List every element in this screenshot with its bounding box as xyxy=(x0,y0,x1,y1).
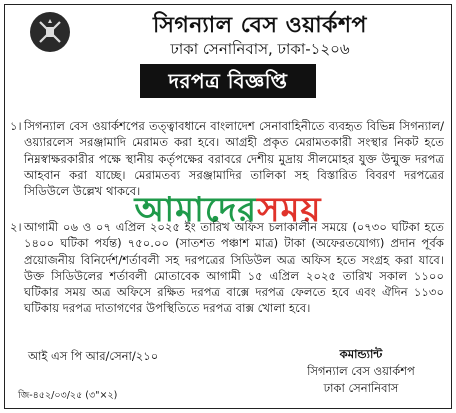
paragraph-number: ২। xyxy=(10,220,22,234)
notice-banner: দরপত্র বিজ্ঞপ্তি xyxy=(140,64,316,98)
reference-number: আই এস পি আর/সেনা/২১০ xyxy=(28,349,159,363)
paragraph-text: আগামী ০৬ ও ০৭ এপ্রিল ২০২৫ ইং তারিখ অফিস চলাকালীন সময়ে (০৭৩০ ঘটিকা হতে ১৪০০ ঘটিকা পর্যন্ত) ৭৫০.০০ (সাতশত পঞ্চাশ মাত্র) টাকা (অফেরতযোগ্য) প্রদান পূর্বক প্রয়োজনীয় বিনির্দেশ/শর্তাবলী সহ দরপত্রের সিডিউল অত্র অফিস হতে সংগ্রহ করা যাবে। উক্ত সিডিউলের শর্তাবলী মোতাবেক আগামী ১৫ এপ্রিল ২০২৫ তারিখ সকাল ১১০০ ঘটিকার সময় অত্র অফিসে রক্ষিত দরপত্র বাক্সে দরপত্র ফেলতে হবে এবং ঐদিন ১১৩০ ঘটিকায় দরপত্র দাতাগণের উপস্থিতিতে দরপত্র বাক্স খোলা হবে। xyxy=(24,220,444,316)
publication-code: জি-৪৫২/০৩/২৫ (৩"×২) xyxy=(18,390,118,401)
signatory-rank: কমান্ড্যান্ট xyxy=(339,347,383,361)
signatory-location: ঢাকা সেনানিবাস xyxy=(323,381,399,395)
paragraph-text: সিগন্যাল বেস ওয়ার্কশপের তত্ত্বাবধানে বাংলাদেশ সেনাবাহিনীতে ব্যবহৃত বিভিন্ন সিগন্যাল/ওয়্যারলেস সরঞ্জামাদি মেরামত করা হবে। আগ্রহী প্রকৃত মেরামতকারী সংস্থার নিকট হতে নিম্নস্বাক্ষরকারীর পক্ষে স্থানীয় কর্তৃপক্ষের বরাবরে দেশীয় মুদ্রায় সীলমোহর যুক্ত উন্মুক্ত দরপত্র আহবান করা যাচ্ছে। মেরামতব্য সরঞ্জামাদির তালিকা সহ বিস্তারিত বিবরণ দরপত্রের সিডিউলে উল্লেখ থাকবে। xyxy=(24,119,444,199)
page-subtitle: ঢাকা সেনানিবাস, ঢাকা-১২০৬ xyxy=(170,40,350,58)
watermark-part: সময় xyxy=(257,190,322,230)
paragraph-number: ১। xyxy=(10,119,22,133)
signature-block xyxy=(286,346,436,397)
signatory-unit: সিগন্যাল বেস ওয়ার্কশপ xyxy=(307,364,415,378)
army-emblem-icon xyxy=(30,12,70,52)
page-title: সিগন্যাল বেস ওয়ার্কশপ xyxy=(153,12,367,38)
watermark-part: আমাদের xyxy=(134,190,258,230)
